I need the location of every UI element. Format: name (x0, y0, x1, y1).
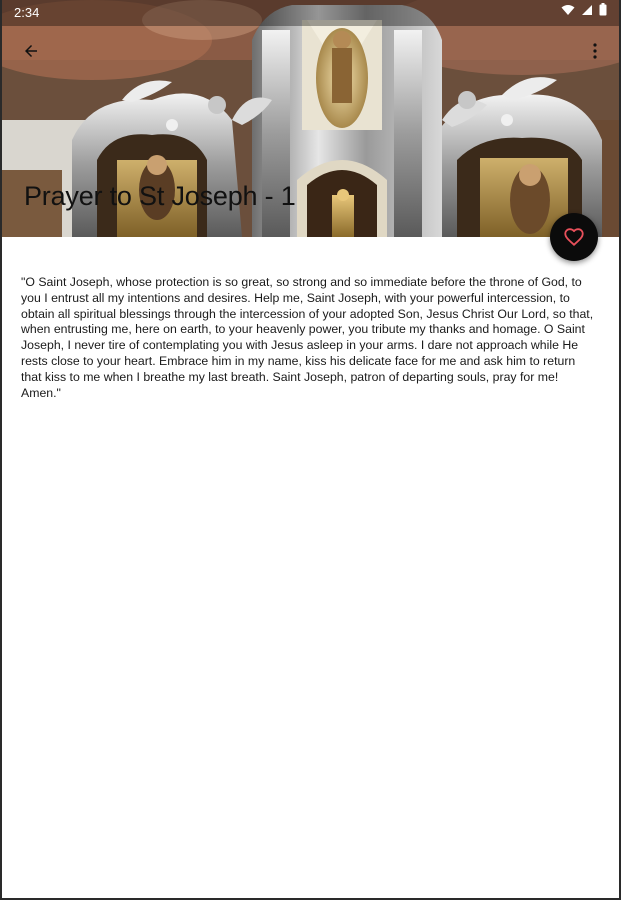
wifi-icon (561, 4, 575, 16)
prayer-content (2, 237, 619, 401)
status-icons (561, 3, 607, 16)
battery-icon (599, 3, 607, 16)
prayer-text: "O Saint Joseph, whose protection is so great, so strong and so immediate before the throne of God, to you I entrust all my intentions and desires. Help me, Saint Joseph, with your powerful intercession, to obtain all spiritual blessings through the intercession of your adopted Son, Jesus Christ Our Lord, so that, when entrusting me, here on earth, to your heavenly power, you tribute my thanks and homage. O Saint Joseph, I never tire of contemplating you with Jesus asleep in your arms. I dare not approach while He rests close to your heart. Embrace him in my name, kiss his delicate face for me and ask him to return that kiss to me when I breathe my last breath. Saint Joseph, patron of departing souls, pray for me! Amen." (21, 275, 594, 400)
status-bar (2, 0, 619, 24)
heart-outline-icon (563, 226, 585, 248)
more-options-button[interactable] (585, 38, 605, 64)
cell-signal-icon (581, 4, 593, 16)
more-vert-icon (592, 42, 598, 60)
back-button[interactable] (18, 38, 44, 64)
arrow-back-icon (22, 42, 40, 60)
favorite-button[interactable] (550, 213, 598, 261)
status-time: 2:34 (14, 5, 40, 20)
app-bar (2, 24, 619, 76)
page-title: Prayer to St Joseph - 1 (24, 181, 296, 211)
collapsing-header (2, 0, 619, 237)
